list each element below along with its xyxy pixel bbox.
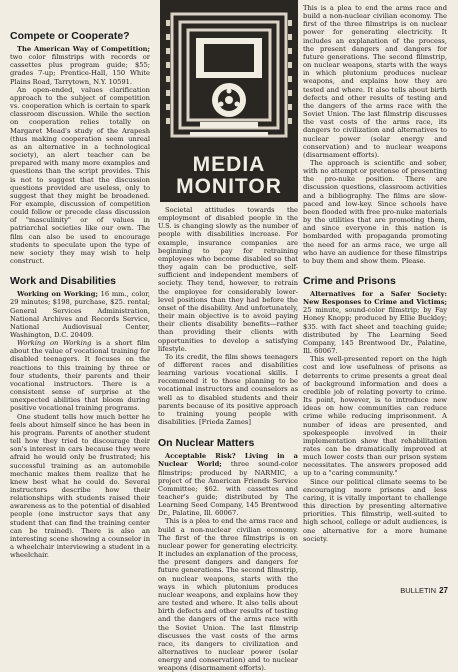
heading-crime: Crime and Prisons xyxy=(303,275,396,287)
compete-review: An open-ended, values clarification approach to the subject of competition vs. cooperation which is certain to spark classroom discussion. While the section on cooperation relies totally on Margaret Mead's study of the Arapesh (thus making cooperation seem unreal as an alternative in a technological society), an alert teacher can be prepared with many more examples and questions than the script provides. This is not to suggest that the discussion questions provided are useless, only to suggest that they might be broadened. For example, discussion of competition could follow or precede class discussion of "masculinity" or of values in patriarchal societies like our own. The film can also be used to encourage students to speculate upon the type of new society they may wish to help construct. xyxy=(10,85,150,266)
nuclear-review-continued xyxy=(303,4,447,159)
nuclear-review-start: This is a plea to end the arms race and build a non-nuclear civilian economy. The first of the three filmstrips is on nuclear power for generating electricity. It includes an explanation of the process, the present dangers and dangers for future generations. The second filmstrip, on nuclear weapons, starts with the ways in which plutonium produces nuclear weapons, and explains how they are tested and where. It also tells about birth defects and other results of testing and the dangers of the arms race with the Soviet Union. The last filmstrip discusses the vast costs of the arms race, its dangers to civilization and alternatives to nuclear power (solar energy and conservation) and to nuclear weapons (disarmament efforts). xyxy=(158,517,298,672)
work-title-italic: Working on Working xyxy=(17,339,92,348)
projector-reel-graphic xyxy=(160,0,298,150)
heading-compete: Compete or Cooperate? xyxy=(10,30,130,42)
column-middle xyxy=(158,206,298,672)
nuclear-title: Acceptable Risk? Living in a Nuclear World; xyxy=(158,452,298,469)
crime-review: This well-presented report on the high cost and low usefulness of prisons as deterrents to crime presents a great deal of background information and does a credible job of relating poverty to crime. Its point, however, is to introduce new ideas on how communities can reduce crime while reducing imprisonment. A number of ideas are presented, and spokespeople involved in their implementation show that rehabilitation rates can be dramatically improved at much lower costs than our prison system necessitates. The answers proposed add up to a "caring community." xyxy=(303,355,447,478)
footer-section: BULLETIN xyxy=(400,586,437,595)
work-review-credit-text: To its credit, the film shows teenagers of different races and disabilities learning various vocational skills. I recommend it to those planning to be vocational instructors and counselors as well as to disabled students and their parents because of its positive approach to training young people with disabilities. xyxy=(158,352,298,427)
column-right xyxy=(303,4,447,543)
compete-title: The American Way of Competition; xyxy=(17,45,150,53)
work-review-intro xyxy=(10,339,150,412)
work-review-intro-text: is a short film about the value of vocational training for disabled teenagers. It focuses on the reactions to this training by three or four students, their parents and their vocational instructors. There is a consistent sense of surprise at the unexpected abilities that bloom during positive vocational training programs. xyxy=(10,339,150,413)
nuclear-review-continued-text: This is a plea to end the arms race and build a non-nuclear civilian economy. The first of the three filmstrips is on nuclear power for generating electricity. It includes an explanation of the process, the present dangers and dangers for future generations. The second filmstrip, on nuclear weapons, starts with the ways in which plutonium produces nuclear weapons, and explains how they are tested and where. It also tells about birth defects and other results of testing and the dangers of the arms race with the Soviet Union. The last filmstrip discusses the vast costs of the arms race, its dangers to civilization and alternatives to nuclear power (solar energy and conservation) and to nuclear weapons (disarmament efforts). xyxy=(303,4,447,159)
page-footer xyxy=(400,586,448,595)
heading-work: Work and Disabilities xyxy=(10,275,116,288)
work-review-body: One student tells how much better he feels about himself since he has been in his program. Parents of another student tell how they tried to discourage their son's interest in cars because they were afraid he would only be frustrated; his successful training as an automobile mechanic makes them realize that he knew best what he could do. Several instructors describe how their relationships with students raised their awareness as to the potential of disabled people (one instructor says that any student that can find the training center can be trained). There is also an interesting scene showing a counselor in a wheelchair interviewing a student in a wheelchair. xyxy=(10,412,150,560)
heading-nuclear: On Nuclear Matters xyxy=(158,437,255,450)
crime-review-closing: Since our political climate seems to be encouraging more prisons and less caring, it is vitally important to challenge this direction by presenting alternative priorities. This filmstrip, well-suited to high school, college or adult audiences, is one alternative for a more humane society. xyxy=(303,477,447,543)
page-number: 27 xyxy=(439,586,448,595)
compete-citation xyxy=(10,45,150,86)
logo-word-media: MEDIA xyxy=(192,153,266,176)
work-title: Working on Working; xyxy=(17,290,98,299)
nuclear-citation-details: three sound-color filmstrips; produced by NARMIC, a project of the American Friends Service Committee; $62. with cassettes and teacher's guide; distributed by The Learning Seed Company, 145 Brentwood Dr., Palatine, Ill. 60067. xyxy=(158,460,298,518)
nuclear-review-approach: The approach is scientific and sober, with no attempt or pretense of presenting the pro-nuke position. There are discussion questions, classroom activities and a bibliography. The films are slow-paced and low-key. Since schools have been flooded with free pro-nuke materials by the utilities that are promoting them, and since everyone in this nation is bombarded with propaganda promoting the need for an arms race, we urge all who have an audience for these filmstrips to buy them and show them. Please. xyxy=(303,158,447,265)
media-monitor-logo xyxy=(160,0,298,202)
work-review-attitudes: Societal attitudes towards the employment of disabled people in the U.S. is changing slowly as the number of people with disabilities increase. For example, insurance companies are beginning to pay for retraining employees who become disabled so that they again can be productive, self-sufficient and independent members of society. They tend, however, to retrain the employee for considerably lower-level positions than they had before the onset of the disability. And unfortunately, their main objective is to avoid paying their clients disability benefits—rather than providing their clients with opportunities to develop a satisfying lifestyle. xyxy=(158,206,298,353)
nuclear-citation xyxy=(158,452,298,517)
work-citation-details: 16 mm., color, 29 minutes; $198, purchase, $25. rental; General Services Administration, National Archives and Records Service, National Audiovisual Center, Washington, D.C. 20409. xyxy=(10,290,150,339)
crime-title: Alternatives for a Safer Society: New Responses to Crime and Victims; xyxy=(303,290,447,307)
work-citation xyxy=(10,290,150,339)
crime-citation xyxy=(303,290,447,355)
crime-citation-details: 25 minute, sound-color filmstrip; by Fay Honey Knopp; produced by Ellie Buckley; $35. with fact sheet and teaching guide; distributed by The Learning Seed Company, 145 Brentwood Dr., Palatine, Ill. 60067. xyxy=(303,306,447,356)
logo-word-monitor: MONITOR xyxy=(176,175,282,198)
work-review-credit xyxy=(158,353,298,426)
column-left xyxy=(10,0,150,559)
work-byline: [Frieda Zames] xyxy=(199,418,251,427)
compete-citation-details: two color filmstrips with records or cassettes plus program guide; $55; grades 7-up; Prentice-Hall, 150 White Plains Road, Tarrytown, N.Y. 10591. xyxy=(10,53,150,86)
